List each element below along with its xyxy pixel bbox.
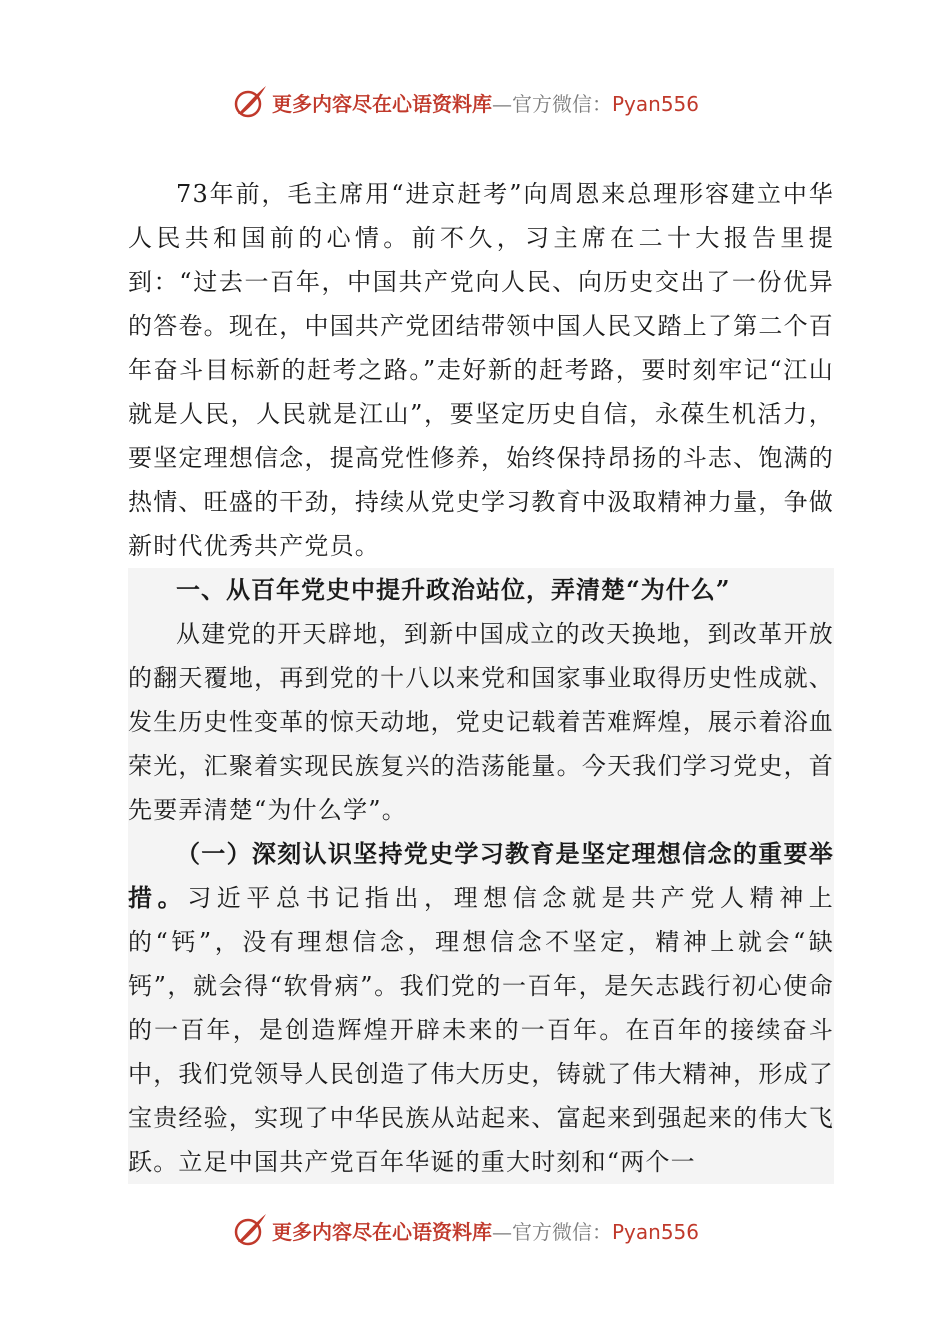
paragraph-section-1: 从建党的开天辟地，到新中国成立的改天换地，到改革开放的翻天覆地，再到党的十八以来党和国家事业取得历史性成就、发生历史性变革的惊天动地，党史记载着苦难辉煌，展示着浴血荣光，汇聚着实现民族复兴的浩荡能量。今天我们学习党史，首先要弄清楚“为什么学”。 xyxy=(128,612,834,832)
watermark-brand: 更多内容尽在心语资料库 xyxy=(272,1219,492,1244)
watermark-dash: — xyxy=(492,1219,512,1244)
quill-logo-icon xyxy=(232,1212,268,1248)
watermark-dash: — xyxy=(492,91,512,116)
quill-logo-icon xyxy=(232,84,268,120)
paragraph-intro: 73年前，毛主席用“进京赶考”向周恩来总理形容建立中华人民共和国前的心情。前不久，习主席在二十大报告里提到：“过去一百年，中国共产党向人民、向历史交出了一份优异的答卷。现在，中国共产党团结带领中国人民又踏上了第二个百年奋斗目标新的赶考之路。”走好新的赶考路，要时刻牢记“江山就是人民，人民就是江山”，要坚定历史自信，永葆生机活力，要坚定理想信念，提高党性修养，始终保持昂扬的斗志、饱满的热情、旺盛的干劲，持续从党史学习教育中汲取精神力量，争做新时代优秀共产党员。 xyxy=(128,180,834,560)
watermark-wechat-label: 官方微信： xyxy=(512,91,612,116)
paragraph-subsection-1 xyxy=(128,832,834,1184)
watermark-text xyxy=(272,88,699,117)
watermark-wechat-label: 官方微信： xyxy=(512,1219,612,1244)
footer-watermark xyxy=(232,1210,752,1250)
article-body xyxy=(128,172,834,1184)
watermark-brand: 更多内容尽在心语资料库 xyxy=(272,91,492,116)
section-heading-1: 一、从百年党史中提升政治站位，弄清楚“为什么” xyxy=(128,568,834,612)
subsection-lead: （一）深刻认识坚持党史学习教育是坚定理想信念的重要举措。 xyxy=(128,839,834,912)
header-watermark xyxy=(232,82,752,122)
watermark-text xyxy=(272,1216,699,1245)
watermark-wechat-id: Pyan556 xyxy=(612,91,700,116)
subsection-body: 习近平总书记指出，理想信念就是共产党人精神上的“钙”，没有理想信念，理想信念不坚定，精神上就会“缺钙”，就会得“软骨病”。我们党的一百年，是矢志践行初心使命的一百年，是创造辉煌开辟未来的一百年。在百年的接续奋斗中，我们党领导人民创造了伟大历史，铸就了伟大精神，形成了宝贵经验，实现了中华民族从站起来、富起来到强起来的伟大飞跃。立足中国共产党百年华诞的重大时刻和“两个一 xyxy=(128,884,834,1176)
watermark-wechat-id: Pyan556 xyxy=(612,1219,700,1244)
